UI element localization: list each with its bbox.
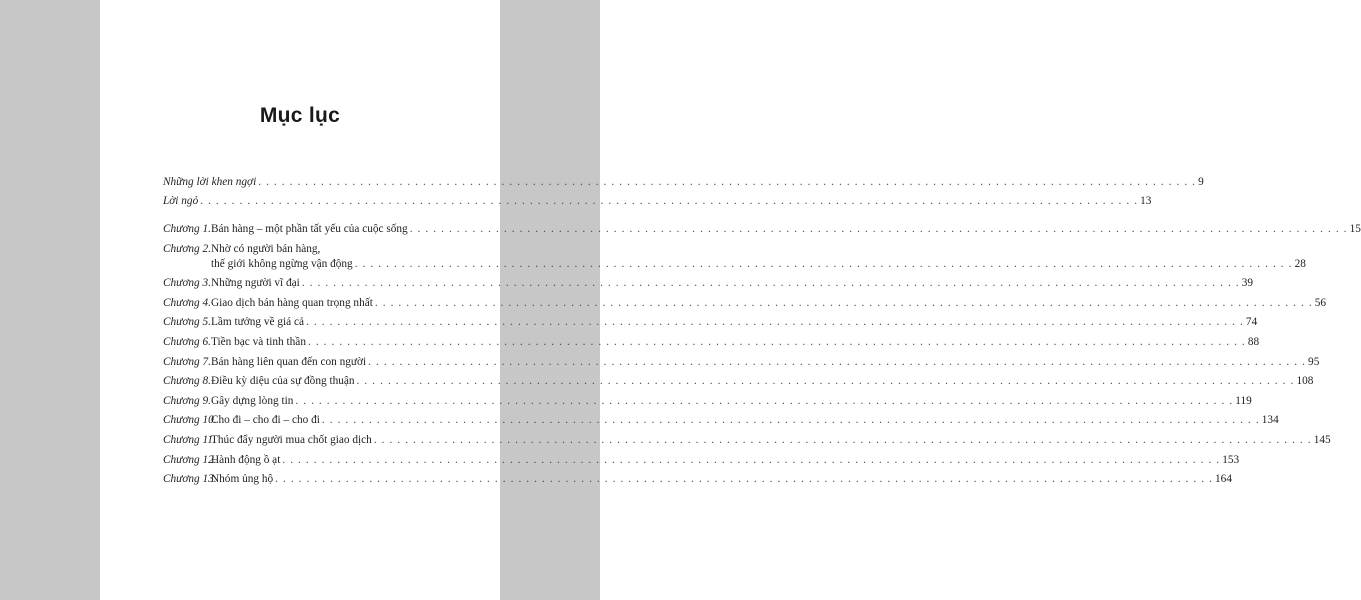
toc-page-number: 164 [1215,473,1232,486]
toc-page-number: 119 [1235,394,1252,407]
dot-leader: . . . . . . . . . . . . . . . . . . . . . . . . . . . . . . . . . . . . . . . . . . . . . . . . . . . . . . . . . . . . . . . . . . . . . . . . . . . . . . . . . . . . . . . . . . . . . . . . . . . . . . . . . . . . . . . . . . . . . . . . [354,257,1293,270]
chapter-title: Lầm tưởng về giá cả [211,316,305,329]
toc-entry[interactable] [163,176,1204,188]
chapter-label: Chương 13. [163,473,217,486]
toc-chapter-entry[interactable] [163,277,1254,290]
toc-chapter-entry[interactable] [163,473,1232,486]
toc-page-number: 145 [1313,433,1331,446]
dot-leader: . . . . . . . . . . . . . . . . . . . . . . . . . . . . . . . . . . . . . . . . . . . . . . . . . . . . . . . . . . . . . . . . . . . . . . . . . . . . . . . . . . . . . . . . . . . . . . . . . . . . . . . . . . . . . . . . . . . . . . . . [282,453,1221,466]
toc-entry[interactable] [163,195,1152,207]
toc-page-number: 56 [1314,296,1327,309]
dot-leader: . . . . . . . . . . . . . . . . . . . . . . . . . . . . . . . . . . . . . . . . . . . . . . . . . . . . . . . . . . . . . . . . . . . . . . . . . . . . . . . . . . . . . . . . . . . . . . . . . . . . . . . . . . . . . . . . . . . . . . . . [374,296,1313,309]
dot-leader: . . . . . . . . . . . . . . . . . . . . . . . . . . . . . . . . . . . . . . . . . . . . . . . . . . . . . . . . . . . . . . . . . . . . . . . . . . . . . . . . . . . . . . . . . . . . . . . . . . . . . . . . . . . . . . . . . . . . . . . . [295,394,1234,407]
dot-leader: . . . . . . . . . . . . . . . . . . . . . . . . . . . . . . . . . . . . . . . . . . . . . . . . . . . . . . . . . . . . . . . . . . . . . . . . . . . . . . . . . . . . . . . . . . . . . . . . . . . . . . . . . . . . . . . . . . . . . . . . [373,433,1312,446]
toc-chapter-entry[interactable] [163,242,1306,270]
left-margin [0,0,100,600]
dot-leader: . . . . . . . . . . . . . . . . . . . . . . . . . . . . . . . . . . . . . . . . . . . . . . . . . . . . . . . . . . . . . . . . . . . . . . . . . . . . . . . . . . . . . . . . . . . . . . . . . . . . . . . . . . . . . . . . . . . . . . . . [306,316,1244,329]
chapter-label: Chương 11. [163,433,216,446]
dot-leader: . . . . . . . . . . . . . . . . . . . . . . . . . . . . . . . . . . . . . . . . . . . . . . . . . . . . . . . . . . . . . . . . . . . . . . . . . . . . . . . . . . . . . . . . . . . . . . . . . . . . . . . . . . . . . . . . . . . . . . . . [368,355,1307,368]
chapter-title: Gây dựng lòng tin [211,394,294,407]
dot-leader: . . . . . . . . . . . . . . . . . . . . . . . . . . . . . . . . . . . . . . . . . . . . . . . . . . . . . . . . . . . . . . . . . . . . . . . . . . . . . . . . . . . . . . . . . . . . . . . . . . . . . . . . . . . . . . . . . . . . . . . . [200,195,1139,207]
chapter-label: Chương 8. [163,375,211,388]
toc-page-number: 15 [1349,223,1361,235]
chapter-title: thế giới không ngừng vận động [211,257,353,270]
table-of-contents [163,176,1361,493]
chapter-label: Chương 3. [163,277,211,290]
page-title: Mục lục [259,104,341,127]
toc-page-number: 9 [1198,176,1204,188]
chapter-label: Chương 5. [163,316,211,329]
chapter-title: Giao dịch bán hàng quan trọng nhất [211,296,373,309]
toc-page-number: 74 [1245,316,1258,329]
toc-page-number: 13 [1140,195,1152,207]
toc-chapter-entry[interactable] [163,394,1252,407]
toc-page-number: 153 [1222,453,1240,466]
chapter-label: Chương 4. [163,296,211,309]
toc-chapter-entry[interactable] [163,335,1260,348]
chapter-title: Bán hàng – một phần tất yếu của cuộc sống [211,223,408,235]
dot-leader: . . . . . . . . . . . . . . . . . . . . . . . . . . . . . . . . . . . . . . . . . . . . . . . . . . . . . . . . . . . . . . . . . . . . . . . . . . . . . . . . . . . . . . . . . . . . . . . . . . . . . . . . . . . . . . . . . . . . . . . . [301,277,1240,290]
chapter-title: Tiền bạc và tinh thần [211,335,306,348]
toc-page-number: 28 [1294,257,1306,270]
toc-chapter-entry[interactable] [163,414,1279,427]
toc-entry-title: Lời ngỏ [163,195,199,207]
toc-chapter-entry[interactable] [163,453,1240,466]
dot-leader: . . . . . . . . . . . . . . . . . . . . . . . . . . . . . . . . . . . . . . . . . . . . . . . . . . . . . . . . . . . . . . . . . . . . . . . . . . . . . . . . . . . . . . . . . . . . . . . . . . . . . . . . . . . . . . . . . . . . . . . . [275,473,1214,486]
toc-page-number: 134 [1261,414,1279,427]
chapter-label: Chương 9. [163,394,211,407]
toc-chapter-entry[interactable] [163,355,1320,368]
dot-leader: . . . . . . . . . . . . . . . . . . . . . . . . . . . . . . . . . . . . . . . . . . . . . . . . . . . . . . . . . . . . . . . . . . . . . . . . . . . . . . . . . . . . . . . . . . . . . . . . . . . . . . . . . . . . . . . . . . . . . . . . [409,223,1348,235]
dot-leader: . . . . . . . . . . . . . . . . . . . . . . . . . . . . . . . . . . . . . . . . . . . . . . . . . . . . . . . . . . . . . . . . . . . . . . . . . . . . . . . . . . . . . . . . . . . . . . . . . . . . . . . . . . . . . . . . . . . . . . . . [307,335,1246,348]
toc-chapter-entry[interactable] [163,433,1331,446]
chapter-title: Cho đi – cho đi – cho đi [211,414,320,427]
toc-entry-title: Những lời khen ngợi [163,176,257,188]
chapter-title: Thúc đẩy người mua chốt giao dịch [211,433,372,446]
dot-leader: . . . . . . . . . . . . . . . . . . . . . . . . . . . . . . . . . . . . . . . . . . . . . . . . . . . . . . . . . . . . . . . . . . . . . . . . . . . . . . . . . . . . . . . . . . . . . . . . . . . . . . . . . . . . . . . . . . . . . . . . [321,414,1260,427]
book-page [100,0,1361,600]
chapter-label: Chương 6. [163,335,211,348]
chapter-label: Chương 7. [163,355,211,368]
toc-chapter-entry[interactable] [163,223,1361,235]
chapter-title: Nhóm ủng hộ [211,473,274,486]
toc-chapter-entry[interactable] [163,316,1258,329]
chapter-title: Nhờ có người bán hàng, [211,242,321,255]
chapter-title: Bán hàng liên quan đến con người [211,355,367,368]
toc-chapter-entry[interactable] [163,296,1327,309]
chapter-label: Chương 10. [163,414,217,427]
chapter-label: Chương 2. [163,242,211,255]
toc-page-number: 108 [1296,375,1314,388]
chapter-label: Chương 1. [163,223,211,235]
chapter-title: Những người vĩ đại [211,277,300,290]
toc-chapter-entry[interactable] [163,375,1314,388]
chapter-title: Hành động ồ ạt [211,453,281,466]
toc-page-number: 39 [1241,277,1254,290]
chapter-label: Chương 12. [163,453,217,466]
toc-page-number: 88 [1247,335,1260,348]
dot-leader: . . . . . . . . . . . . . . . . . . . . . . . . . . . . . . . . . . . . . . . . . . . . . . . . . . . . . . . . . . . . . . . . . . . . . . . . . . . . . . . . . . . . . . . . . . . . . . . . . . . . . . . . . . . . . . . . . . . . . . . . [356,375,1295,388]
chapter-title: Điều kỳ diệu của sự đồng thuận [211,375,355,388]
toc-page-number: 95 [1308,355,1320,368]
dot-leader: . . . . . . . . . . . . . . . . . . . . . . . . . . . . . . . . . . . . . . . . . . . . . . . . . . . . . . . . . . . . . . . . . . . . . . . . . . . . . . . . . . . . . . . . . . . . . . . . . . . . . . . . . . . . . . . . . . . . . . . . [258,176,1197,188]
